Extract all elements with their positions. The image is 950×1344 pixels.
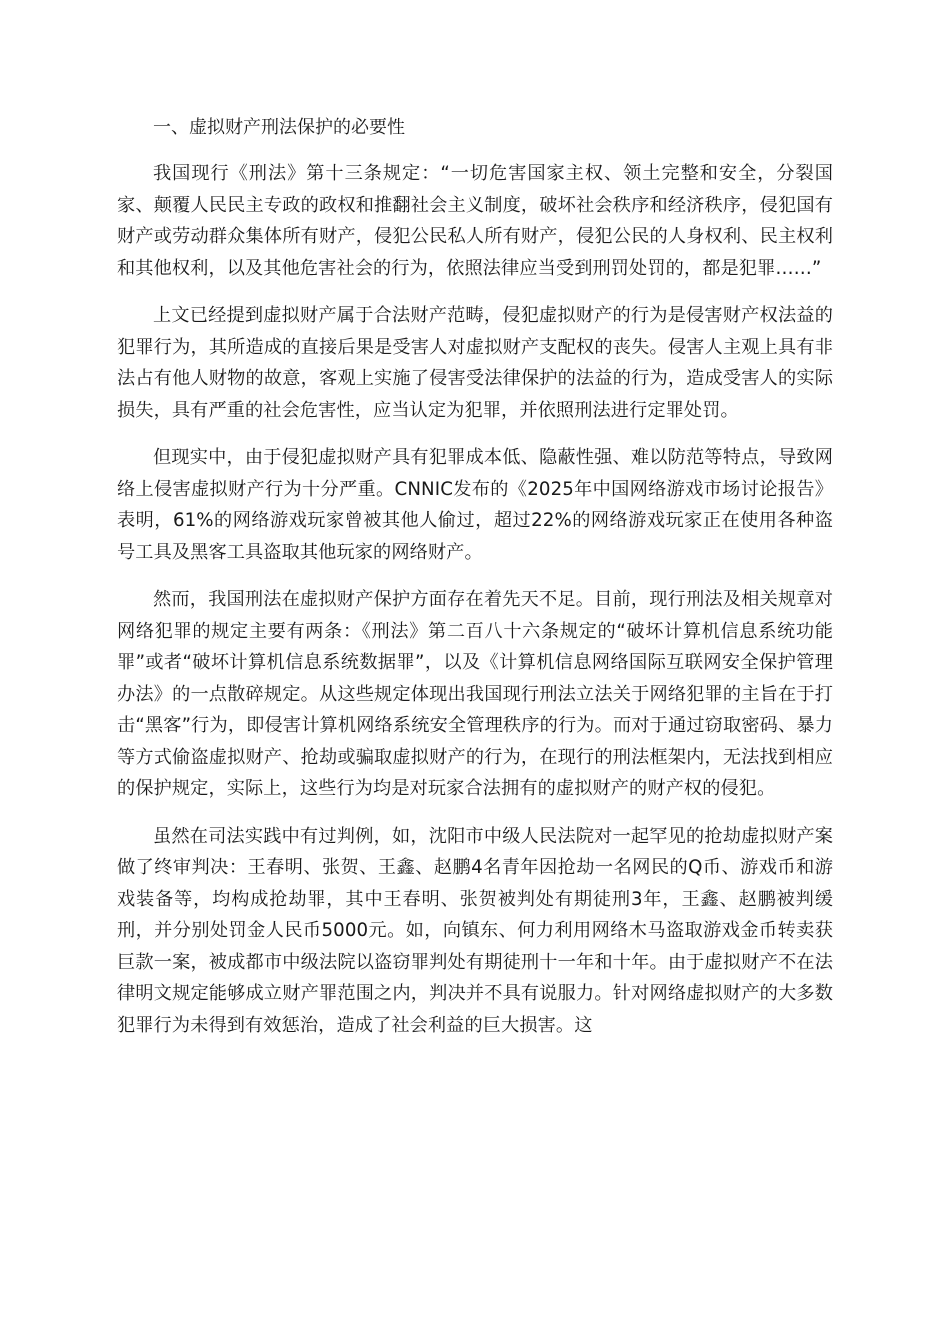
paragraph-virtual-property-legal: 上文已经提到虚拟财产属于合法财产范畴，侵犯虚拟财产的行为是侵害财产权法益的犯罪行为，其所造成的直接后果是受害人对虚拟财产支配权的丧失。侵害人主观上具有非法占有他人财物的故意，客观上实施了侵害受法律保护的法益的行为，造成受害人的实际损失，具有严重的社会危害性，应当认定为犯罪，并依照刑法进行定罪处罚。 [117,305,833,421]
document-body [117,112,833,1057]
paragraph-legal-deficiency: 然而，我国刑法在虚拟财产保护方面存在着先天不足。目前，现行刑法及相关规章对网络犯罪的规定主要有两条：《刑法》第二百八十六条规定的“破坏计算机信息系统功能罪”或者“破坏计算机信息系统数据罪”，以及《计算机信息网络国际互联网安全保护管理办法》的一点散碎规定。从这些规定体现出我国现行刑法立法关于网络犯罪的主旨在于打击“黑客”行为，即侵害计算机网络系统安全管理秩序的行为。而对于通过窃取密码、暴力等方式偷盗虚拟财产、抢劫或骗取虚拟财产的行为，在现行的刑法框架内，无法找到相应的保护规定，实际上，这些行为均是对玩家合法拥有的虚拟财产的财产权的侵犯。 [117,589,833,799]
paragraph-cnnic-report: 但现实中，由于侵犯虚拟财产具有犯罪成本低、隐蔽性强、难以防范等特点，导致网络上侵害虚拟财产行为十分严重。CNNIC发布的《2025年中国网络游戏市场讨论报告》表明，61%的网络游戏玩家曾被其他人偷过，超过22%的网络游戏玩家正在使用各种盗号工具及黑客工具盗取其他玩家的网络财产。 [117,447,833,563]
section-heading: 一、虚拟财产刑法保护的必要性 [153,117,405,138]
paragraph-judicial-cases: 虽然在司法实践中有过判例，如，沈阳市中级人民法院对一起罕见的抢劫虚拟财产案做了终审判决：王春明、张贺、王鑫、赵鹏4名青年因抢劫一名网民的Q币、游戏币和游戏装备等，均构成抢劫罪，其中王春明、张贺被判处有期徒刑3年，王鑫、赵鹏被判缓刑，并分别处罚金人民币5000元。如，向镇东、何力利用网络木马盗取游戏金币转卖获巨款一案，被成都市中级法院以盗窃罪判处有期徒刑十一年和十年。由于虚拟财产不在法律明文规定能够成立财产罪范围之内，判决并不具有说服力。针对网络虚拟财产的大多数犯罪行为未得到有效惩治，造成了社会利益的巨大损害。这 [117,825,833,1036]
paragraph-criminal-law-article-13: 我国现行《刑法》第十三条规定：“一切危害国家主权、领土完整和安全，分裂国家、颠覆人民民主专政的政权和推翻社会主义制度，破坏社会秩序和经济秩序，侵犯国有财产或劳动群众集体所有财产，侵犯公民私人所有财产，侵犯公民的人身权利、民主权利和其他权利，以及其他危害社会的行为，依照法律应当受到刑罚处罚的，都是犯罪……” [117,163,833,279]
